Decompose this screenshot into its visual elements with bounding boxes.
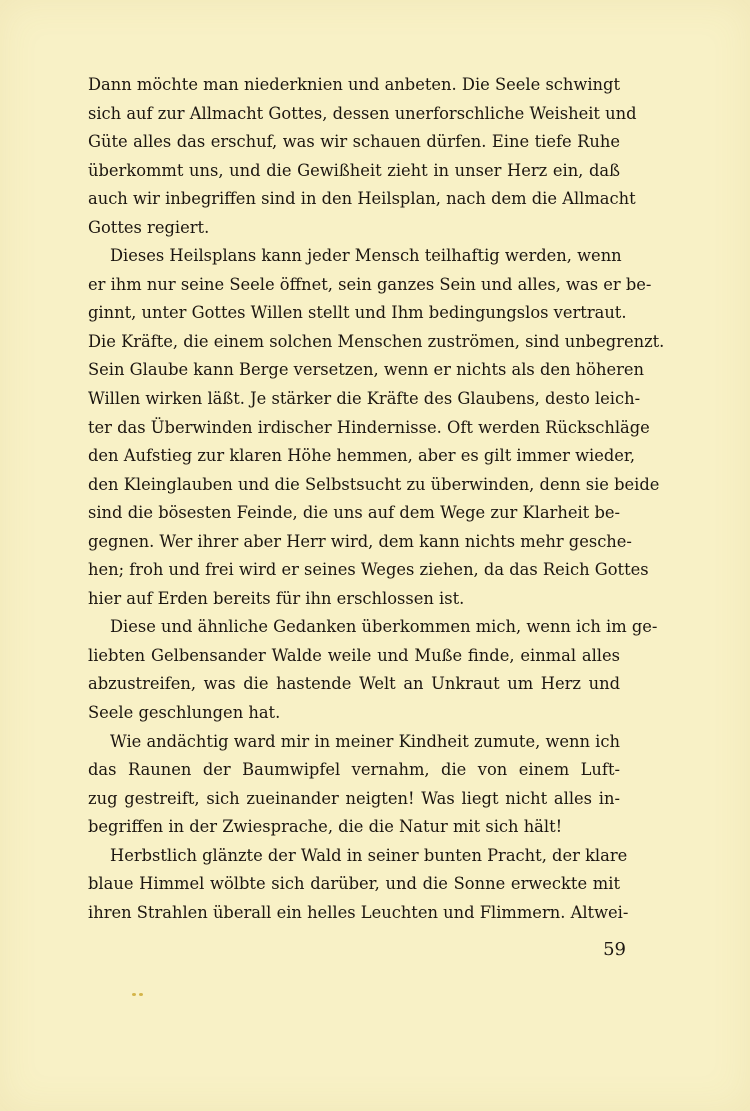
- text-line: Die Kräfte, die einem solchen Menschen zuströmen, sind unbegrenzt.: [88, 331, 665, 351]
- text-line: zug gestreift, sich zueinander neigten! Was liegt nicht alles in-: [88, 788, 620, 808]
- text-line: das Raunen der Baumwipfel vernahm, die von einem Luft-: [88, 760, 620, 780]
- paragraph: [88, 242, 665, 613]
- text-line: sind die bösesten Feinde, die uns auf dem Wege zur Klarheit be-: [88, 503, 620, 523]
- text-line: ginnt, unter Gottes Willen stellt und Ihm bedingungslos vertraut.: [88, 303, 627, 323]
- text-line: ihren Strahlen überall ein helles Leuchten und Flimmern. Altwei-: [88, 902, 629, 922]
- text-line: gegnen. Wer ihrer aber Herr wird, dem kann nichts mehr gesche-: [88, 531, 632, 551]
- text-line: hier auf Erden bereits für ihn erschlossen ist.: [88, 588, 465, 608]
- text-line: Dann möchte man niederknien und anbeten. Die Seele schwingt: [88, 75, 620, 94]
- text-line: abzustreifen, was die hastende Welt an Unkraut um Herz und: [88, 674, 620, 694]
- paragraph: [88, 842, 629, 928]
- text-line: den Kleinglauben und die Selbstsucht zu überwinden, denn sie beide: [88, 474, 660, 494]
- text-line: Sein Glaube kann Berge versetzen, wenn er nichts als den höheren: [88, 360, 644, 380]
- text-line: er ihm nur seine Seele öffnet, sein ganzes Sein und alles, was er be-: [88, 274, 652, 294]
- text-line: Herbstlich glänzte der Wald in seiner bunten Pracht, der klare: [110, 845, 628, 865]
- text-line: den Aufstieg zur klaren Höhe hemmen, aber es gilt immer wieder,: [88, 446, 636, 466]
- text-line: Güte alles das erschuf, was wir schauen dürfen. Eine tiefe Ruhe: [88, 132, 620, 152]
- text-line: hen; froh und frei wird er seines Weges ziehen, da das Reich Gottes: [88, 560, 649, 580]
- text-line: sich auf zur Allmacht Gottes, dessen unerforschliche Weisheit und: [88, 103, 637, 123]
- text-line: überkommt uns, und die Gewißheit zieht in unser Herz ein, daß: [88, 160, 620, 180]
- paragraph: [88, 613, 658, 727]
- text-line: Dieses Heilsplans kann jeder Mensch teilhaftig werden, wenn: [110, 246, 622, 266]
- text-line: blaue Himmel wölbte sich darüber, und die Sonne erweckte mit: [88, 874, 620, 894]
- text-line: Gottes regiert.: [88, 217, 210, 237]
- text-line: Diese und ähnliche Gedanken überkommen mich, wenn ich im ge-: [110, 617, 658, 637]
- body-text: [88, 71, 665, 927]
- paragraph: [88, 728, 620, 842]
- text-line: ter das Überwinden irdischer Hindernisse. Oft werden Rückschläge: [88, 417, 650, 437]
- text-line: Wie andächtig ward mir in meiner Kindheit zumute, wenn ich: [110, 731, 620, 751]
- text-line: liebten Gelbensander Walde weile und Muße finde, einmal alles: [88, 645, 620, 665]
- paper-speck: [132, 992, 146, 997]
- text-line: Seele geschlungen hat.: [88, 703, 281, 723]
- text-line: auch wir inbegriffen sind in den Heilsplan, nach dem die Allmacht: [88, 189, 636, 209]
- page-number: 59: [603, 939, 626, 960]
- text-line: Willen wirken läßt. Je stärker die Kräfte des Glaubens, desto leich-: [88, 389, 641, 409]
- paragraph: [88, 71, 637, 242]
- text-line: begriffen in der Zwiesprache, die die Natur mit sich hält!: [88, 817, 563, 837]
